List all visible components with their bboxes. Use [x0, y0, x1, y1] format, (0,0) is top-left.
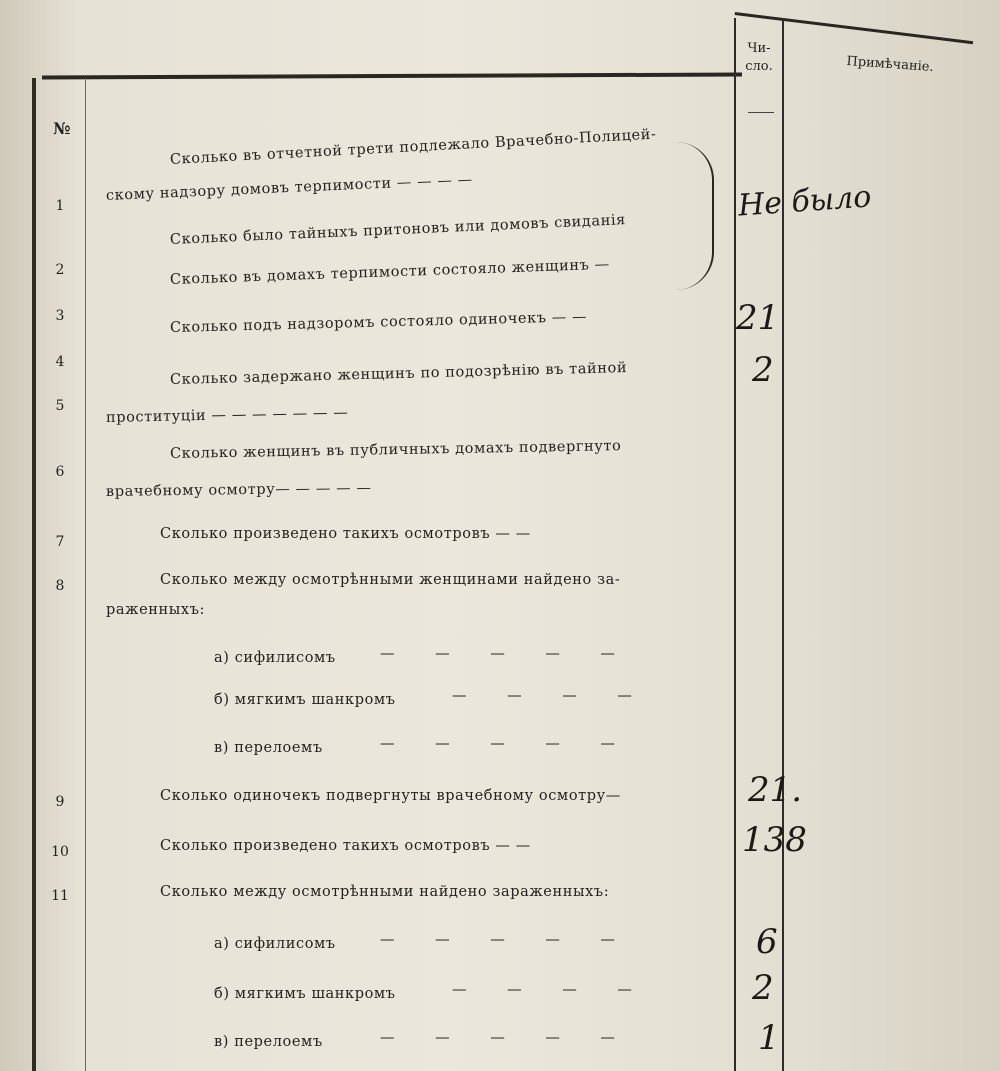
sub-item-label: в) перелоемъ: [214, 1034, 323, 1050]
row-number: 6: [55, 464, 65, 480]
handwritten-value: 6: [756, 922, 778, 962]
handwritten-value: 21: [736, 298, 780, 338]
handwritten-value: 138: [742, 820, 807, 860]
row-text: Сколько между осмотрѣнными найдено зараженныхъ:: [160, 884, 610, 900]
handwritten-value: 2: [752, 350, 774, 390]
row-text: раженныхъ:: [106, 602, 206, 618]
dash-leader: — — — —: [452, 688, 650, 704]
row-number: 2: [55, 262, 65, 278]
sub-item-label: а) сифилисомъ: [214, 936, 336, 952]
row-text: Сколько одиночекъ подвергнуты врачебному осмотру—: [160, 788, 621, 804]
row-text: Сколько подъ надзоромъ состояло одиночекъ — —: [169, 309, 588, 336]
note-column-border: [782, 18, 784, 1071]
number-column-header: №: [53, 119, 71, 138]
row-text: скому надзору домовъ терпимости — — — —: [105, 171, 474, 204]
count-column-border: [734, 18, 736, 1071]
row-text: Сколько въ отчетной трети подлежало Врачебно-Полицей-: [169, 126, 657, 168]
row-text: Сколько было тайныхъ притоновъ или домовъ свиданія: [169, 212, 627, 248]
handwritten-value: 1: [758, 1018, 780, 1058]
handwritten-value: 21.: [748, 770, 803, 810]
row-text: Сколько женщинъ въ публичныхъ домахъ подвергнуто: [169, 438, 622, 462]
row-text: Сколько задержано женщинъ по подозрѣнію въ тайной: [169, 360, 628, 388]
dash-leader: — — — — —: [380, 932, 633, 948]
table-left-border: [32, 78, 36, 1071]
sub-item-label: а) сифилисомъ: [214, 650, 336, 666]
count-header-underline: [748, 112, 774, 113]
row-number: 5: [55, 398, 65, 414]
dash-leader: — — — — —: [380, 736, 633, 752]
dash-leader: — — — — —: [380, 1030, 633, 1046]
row-number: 11: [51, 888, 69, 904]
row-text: Сколько произведено такихъ осмотровъ — —: [160, 526, 531, 542]
row-number: 7: [55, 534, 65, 550]
note-column-header: Примѣчаніе.: [845, 53, 935, 76]
row-number: 10: [51, 844, 69, 860]
row-text: врачебному осмотру— — — — —: [105, 480, 372, 500]
row-number: 9: [55, 794, 65, 810]
dash-leader: — — — — —: [380, 646, 633, 662]
dash-leader: — — — —: [452, 982, 650, 998]
grouping-brace: [676, 142, 714, 290]
count-column-header: Чи- сло.: [745, 41, 773, 74]
sub-item-label: б) мягкимъ шанкромъ: [214, 692, 396, 708]
row-text: Сколько въ домахъ терпимости состояло женщинъ —: [169, 256, 610, 288]
number-column-border: [85, 78, 86, 1071]
row-number: 1: [55, 198, 65, 214]
sub-item-label: в) перелоемъ: [214, 740, 323, 756]
row-number: 8: [55, 578, 65, 594]
sub-item-label: б) мягкимъ шанкромъ: [214, 986, 396, 1002]
handwritten-value: 2: [752, 968, 774, 1008]
row-number: 3: [55, 308, 65, 324]
row-text: Сколько между осмотрѣнными женщинами найдено за-: [160, 572, 621, 588]
row-number: 4: [55, 354, 65, 370]
table-top-border: [42, 72, 742, 79]
row-text: проституціи — — — — — — —: [105, 404, 349, 426]
handwritten-note: Не было: [736, 179, 873, 224]
row-text: Сколько произведено такихъ осмотровъ — —: [160, 838, 531, 854]
